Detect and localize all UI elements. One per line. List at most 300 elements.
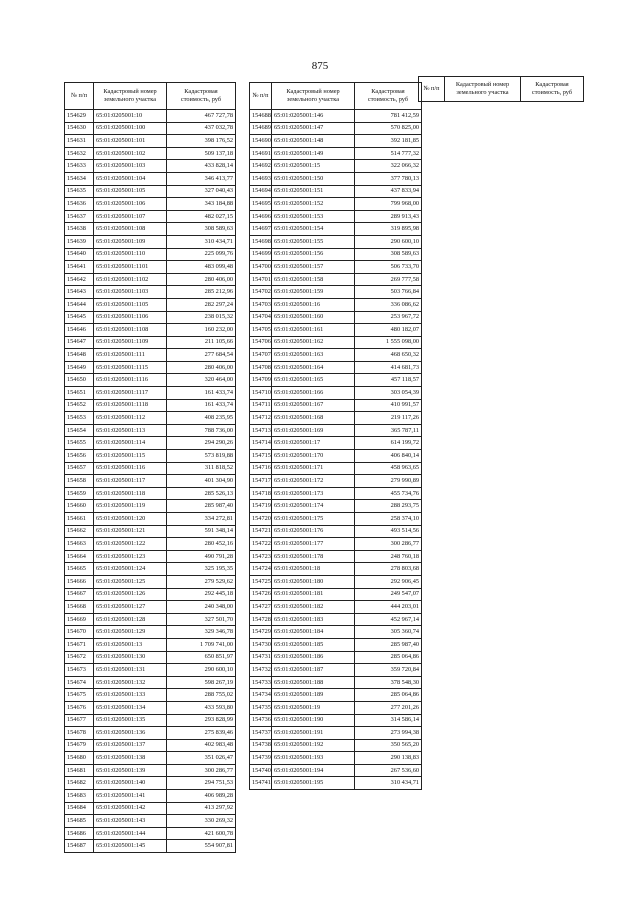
row-number: 154736 bbox=[250, 714, 272, 727]
table-row bbox=[250, 248, 422, 261]
cadastral-value: 327 501,70 bbox=[167, 613, 236, 626]
table-row bbox=[65, 714, 236, 727]
row-number: 154727 bbox=[250, 601, 272, 614]
cadastral-value: 285 212,96 bbox=[167, 286, 236, 299]
row-number: 154706 bbox=[250, 336, 272, 349]
cadastral-value: 406 840,14 bbox=[355, 450, 422, 463]
cadastral-number: 65:01:0205001:103 bbox=[94, 160, 167, 173]
row-number: 154732 bbox=[250, 664, 272, 677]
row-number: 154703 bbox=[250, 298, 272, 311]
cadastral-number: 65:01:0205001:163 bbox=[272, 349, 355, 362]
table-row bbox=[65, 324, 236, 337]
row-number: 154712 bbox=[250, 412, 272, 425]
table-row bbox=[250, 336, 422, 349]
row-number: 154692 bbox=[250, 160, 272, 173]
row-number: 154734 bbox=[250, 689, 272, 702]
cadastral-number: 65:01:0205001:109 bbox=[94, 235, 167, 248]
cadastral-value: 437 032,78 bbox=[167, 122, 236, 135]
cadastral-value: 350 565,20 bbox=[355, 739, 422, 752]
cadastral-value: 278 803,68 bbox=[355, 563, 422, 576]
table-row bbox=[250, 235, 422, 248]
row-number: 154719 bbox=[250, 500, 272, 513]
table-row bbox=[250, 387, 422, 400]
table-row bbox=[65, 374, 236, 387]
cadastral-number: 65:01:0205001:143 bbox=[94, 815, 167, 828]
cadastral-number: 65:01:0205001:106 bbox=[94, 198, 167, 211]
cadastral-number: 65:01:0205001:174 bbox=[272, 500, 355, 513]
cadastral-value: 288 293,75 bbox=[355, 500, 422, 513]
cadastral-value: 211 105,66 bbox=[167, 336, 236, 349]
table-row bbox=[250, 349, 422, 362]
cadastral-value: 327 040,43 bbox=[167, 185, 236, 198]
cadastral-number: 65:01:0205001:142 bbox=[94, 802, 167, 815]
row-number: 154735 bbox=[250, 701, 272, 714]
table-row bbox=[65, 487, 236, 500]
cadastral-number: 65:01:0205001:164 bbox=[272, 361, 355, 374]
table-row bbox=[65, 135, 236, 148]
cadastral-value: 225 099,76 bbox=[167, 248, 236, 261]
row-number: 154694 bbox=[250, 185, 272, 198]
cadastral-value: 378 548,30 bbox=[355, 676, 422, 689]
cadastral-value: 457 118,57 bbox=[355, 374, 422, 387]
cadastral-number: 65:01:0205001:138 bbox=[94, 752, 167, 765]
cadastral-value: 319 895,98 bbox=[355, 223, 422, 236]
cadastral-value: 279 529,62 bbox=[167, 575, 236, 588]
table-row bbox=[65, 500, 236, 513]
row-number: 154722 bbox=[250, 538, 272, 551]
cadastral-number: 65:01:0205001:100 bbox=[94, 122, 167, 135]
table-row bbox=[250, 676, 422, 689]
table-row bbox=[250, 286, 422, 299]
cadastral-value: 392 181,85 bbox=[355, 135, 422, 148]
row-number: 154636 bbox=[65, 198, 94, 211]
table-row bbox=[250, 538, 422, 551]
cadastral-value: 219 117,26 bbox=[355, 412, 422, 425]
cadastral-number: 65:01:0205001:112 bbox=[94, 412, 167, 425]
cadastral-number: 65:01:0205001:153 bbox=[272, 210, 355, 223]
table-row bbox=[65, 563, 236, 576]
cadastral-number: 65:01:0205001:118 bbox=[94, 487, 167, 500]
row-number: 154675 bbox=[65, 689, 94, 702]
table-row bbox=[65, 412, 236, 425]
row-number: 154647 bbox=[65, 336, 94, 349]
cadastral-number: 65:01:0205001:16 bbox=[272, 298, 355, 311]
header-cadastral-number: Кадастровый номер земельного участка bbox=[445, 77, 521, 102]
cadastral-value: 402 983,48 bbox=[167, 739, 236, 752]
cadastral-value: 799 968,00 bbox=[355, 198, 422, 211]
table-body bbox=[250, 110, 422, 790]
cadastral-value: 483 099,48 bbox=[167, 261, 236, 274]
row-number: 154688 bbox=[250, 110, 272, 123]
table-row bbox=[65, 235, 236, 248]
cadastral-value: 277 684,54 bbox=[167, 349, 236, 362]
cadastral-number: 65:01:0205001:149 bbox=[272, 147, 355, 160]
table-row bbox=[250, 626, 422, 639]
table-row bbox=[250, 198, 422, 211]
cadastral-number: 65:01:0205001:128 bbox=[94, 613, 167, 626]
row-number: 154737 bbox=[250, 727, 272, 740]
row-number: 154679 bbox=[65, 739, 94, 752]
table-header-row bbox=[65, 83, 236, 110]
row-number: 154673 bbox=[65, 664, 94, 677]
cadastral-value: 458 963,65 bbox=[355, 462, 422, 475]
table-row bbox=[65, 575, 236, 588]
cadastral-value: 310 434,71 bbox=[167, 235, 236, 248]
table-row bbox=[250, 437, 422, 450]
table-row bbox=[65, 387, 236, 400]
table-row bbox=[250, 563, 422, 576]
table-row bbox=[65, 777, 236, 790]
cadastral-number: 65:01:0205001:123 bbox=[94, 550, 167, 563]
cadastral-number: 65:01:0205001:121 bbox=[94, 525, 167, 538]
table-row bbox=[250, 513, 422, 526]
table-row bbox=[250, 261, 422, 274]
row-number: 154709 bbox=[250, 374, 272, 387]
table-row bbox=[250, 361, 422, 374]
cadastral-number: 65:01:0205001:168 bbox=[272, 412, 355, 425]
cadastral-number: 65:01:0205001:166 bbox=[272, 387, 355, 400]
cadastral-value: 320 464,00 bbox=[167, 374, 236, 387]
row-number: 154698 bbox=[250, 235, 272, 248]
cadastral-value: 325 195,35 bbox=[167, 563, 236, 576]
table-row bbox=[65, 286, 236, 299]
cadastral-number: 65:01:0205001:110 bbox=[94, 248, 167, 261]
cadastral-value: 573 819,88 bbox=[167, 450, 236, 463]
row-number: 154683 bbox=[65, 790, 94, 803]
cadastral-value: 280 452,16 bbox=[167, 538, 236, 551]
table-row bbox=[250, 764, 422, 777]
row-number: 154713 bbox=[250, 424, 272, 437]
table-row bbox=[65, 437, 236, 450]
row-number: 154707 bbox=[250, 349, 272, 362]
row-number: 154671 bbox=[65, 638, 94, 651]
row-number: 154668 bbox=[65, 601, 94, 614]
cadastral-number: 65:01:0205001:161 bbox=[272, 324, 355, 337]
table-row bbox=[250, 777, 422, 790]
table-row bbox=[250, 399, 422, 412]
table-row bbox=[250, 185, 422, 198]
table-row bbox=[65, 261, 236, 274]
cadastral-value: 285 987,40 bbox=[167, 500, 236, 513]
cadastral-number: 65:01:0205001:136 bbox=[94, 727, 167, 740]
row-number: 154726 bbox=[250, 588, 272, 601]
cadastral-number: 65:01:0205001:1117 bbox=[94, 387, 167, 400]
row-number: 154653 bbox=[65, 412, 94, 425]
row-number: 154702 bbox=[250, 286, 272, 299]
row-number: 154664 bbox=[65, 550, 94, 563]
table-row bbox=[250, 727, 422, 740]
row-number: 154662 bbox=[65, 525, 94, 538]
table-row bbox=[250, 638, 422, 651]
cadastral-value: 503 766,84 bbox=[355, 286, 422, 299]
cadastral-value: 288 755,02 bbox=[167, 689, 236, 702]
cadastral-number: 65:01:0205001:120 bbox=[94, 513, 167, 526]
cadastral-value: 311 818,52 bbox=[167, 462, 236, 475]
table-row bbox=[65, 311, 236, 324]
row-number: 154728 bbox=[250, 613, 272, 626]
row-number: 154689 bbox=[250, 122, 272, 135]
row-number: 154716 bbox=[250, 462, 272, 475]
table-row bbox=[65, 223, 236, 236]
cadastral-number: 65:01:0205001:130 bbox=[94, 651, 167, 664]
row-number: 154643 bbox=[65, 286, 94, 299]
cadastral-value: 279 990,89 bbox=[355, 475, 422, 488]
cadastral-number: 65:01:0205001:191 bbox=[272, 727, 355, 740]
row-number: 154669 bbox=[65, 613, 94, 626]
cadastral-number: 65:01:0205001:13 bbox=[94, 638, 167, 651]
cadastral-value: 329 346,78 bbox=[167, 626, 236, 639]
table-row bbox=[250, 601, 422, 614]
row-number: 154730 bbox=[250, 638, 272, 651]
cadastral-value: 781 412,59 bbox=[355, 110, 422, 123]
table-row bbox=[65, 802, 236, 815]
cadastral-value: 343 184,88 bbox=[167, 198, 236, 211]
table-row bbox=[65, 185, 236, 198]
table-row bbox=[65, 513, 236, 526]
cadastral-table-3 bbox=[418, 76, 584, 102]
cadastral-value: 570 825,00 bbox=[355, 122, 422, 135]
table-row bbox=[65, 273, 236, 286]
cadastral-number: 65:01:0205001:169 bbox=[272, 424, 355, 437]
row-number: 154670 bbox=[65, 626, 94, 639]
cadastral-value: 493 514,56 bbox=[355, 525, 422, 538]
cadastral-value: 468 650,32 bbox=[355, 349, 422, 362]
table-row bbox=[250, 475, 422, 488]
table-row bbox=[65, 248, 236, 261]
cadastral-value: 290 600,10 bbox=[355, 235, 422, 248]
cadastral-number: 65:01:0205001:101 bbox=[94, 135, 167, 148]
cadastral-number: 65:01:0205001:132 bbox=[94, 676, 167, 689]
cadastral-value: 330 269,32 bbox=[167, 815, 236, 828]
cadastral-value: 377 780,13 bbox=[355, 172, 422, 185]
cadastral-number: 65:01:0205001:176 bbox=[272, 525, 355, 538]
row-number: 154676 bbox=[65, 701, 94, 714]
table-row bbox=[65, 676, 236, 689]
row-number: 154738 bbox=[250, 739, 272, 752]
row-number: 154658 bbox=[65, 475, 94, 488]
cadastral-number: 65:01:0205001:1106 bbox=[94, 311, 167, 324]
cadastral-number: 65:01:0205001:177 bbox=[272, 538, 355, 551]
table-row bbox=[65, 664, 236, 677]
cadastral-value: 290 138,83 bbox=[355, 752, 422, 765]
table-row bbox=[250, 487, 422, 500]
row-number: 154649 bbox=[65, 361, 94, 374]
row-number: 154682 bbox=[65, 777, 94, 790]
cadastral-number: 65:01:0205001:167 bbox=[272, 399, 355, 412]
cadastral-value: 290 600,10 bbox=[167, 664, 236, 677]
cadastral-number: 65:01:0205001:172 bbox=[272, 475, 355, 488]
row-number: 154731 bbox=[250, 651, 272, 664]
cadastral-number: 65:01:0205001:146 bbox=[272, 110, 355, 123]
row-number: 154693 bbox=[250, 172, 272, 185]
cadastral-number: 65:01:0205001:157 bbox=[272, 261, 355, 274]
cadastral-number: 65:01:0205001:105 bbox=[94, 185, 167, 198]
cadastral-value: 280 406,00 bbox=[167, 361, 236, 374]
cadastral-value: 490 791,28 bbox=[167, 550, 236, 563]
table-row bbox=[250, 223, 422, 236]
table-row bbox=[250, 424, 422, 437]
table-row bbox=[65, 198, 236, 211]
cadastral-value: 401 304,90 bbox=[167, 475, 236, 488]
cadastral-value: 292 445,18 bbox=[167, 588, 236, 601]
row-number: 154718 bbox=[250, 487, 272, 500]
table-row bbox=[250, 160, 422, 173]
row-number: 154645 bbox=[65, 311, 94, 324]
cadastral-number: 65:01:0205001:160 bbox=[272, 311, 355, 324]
cadastral-number: 65:01:0205001:139 bbox=[94, 764, 167, 777]
table-row bbox=[250, 135, 422, 148]
cadastral-number: 65:01:0205001:116 bbox=[94, 462, 167, 475]
table-row bbox=[65, 550, 236, 563]
cadastral-number: 65:01:0205001:1115 bbox=[94, 361, 167, 374]
cadastral-value: 506 733,70 bbox=[355, 261, 422, 274]
table-row bbox=[65, 689, 236, 702]
cadastral-value: 514 777,32 bbox=[355, 147, 422, 160]
cadastral-value: 413 297,92 bbox=[167, 802, 236, 815]
row-number: 154634 bbox=[65, 172, 94, 185]
row-number: 154701 bbox=[250, 273, 272, 286]
table-row bbox=[65, 349, 236, 362]
cadastral-number: 65:01:0205001:190 bbox=[272, 714, 355, 727]
cadastral-value: 275 839,46 bbox=[167, 727, 236, 740]
cadastral-number: 65:01:0205001:195 bbox=[272, 777, 355, 790]
header-cadastral-value: Кадастровая стоимость, руб bbox=[521, 77, 584, 102]
row-number: 154646 bbox=[65, 324, 94, 337]
cadastral-value: 509 137,18 bbox=[167, 147, 236, 160]
row-number: 154672 bbox=[65, 651, 94, 664]
cadastral-number: 65:01:0205001:133 bbox=[94, 689, 167, 702]
cadastral-number: 65:01:0205001:193 bbox=[272, 752, 355, 765]
cadastral-number: 65:01:0205001:156 bbox=[272, 248, 355, 261]
cadastral-value: 248 760,18 bbox=[355, 550, 422, 563]
cadastral-value: 334 272,81 bbox=[167, 513, 236, 526]
table-row bbox=[65, 538, 236, 551]
cadastral-number: 65:01:0205001:1108 bbox=[94, 324, 167, 337]
cadastral-value: 1 709 741,00 bbox=[167, 638, 236, 651]
table-row bbox=[65, 727, 236, 740]
row-number: 154633 bbox=[65, 160, 94, 173]
cadastral-number: 65:01:0205001:111 bbox=[94, 349, 167, 362]
row-number: 154665 bbox=[65, 563, 94, 576]
table-row bbox=[65, 525, 236, 538]
table-row bbox=[250, 525, 422, 538]
row-number: 154635 bbox=[65, 185, 94, 198]
cadastral-number: 65:01:0205001:162 bbox=[272, 336, 355, 349]
table-row bbox=[65, 160, 236, 173]
cadastral-number: 65:01:0205001:1105 bbox=[94, 298, 167, 311]
table-row bbox=[65, 601, 236, 614]
table-row bbox=[250, 664, 422, 677]
cadastral-number: 65:01:0205001:189 bbox=[272, 689, 355, 702]
cadastral-number: 65:01:0205001:145 bbox=[94, 840, 167, 853]
table-row bbox=[250, 752, 422, 765]
table-row bbox=[65, 462, 236, 475]
cadastral-value: 406 989,28 bbox=[167, 790, 236, 803]
cadastral-number: 65:01:0205001:184 bbox=[272, 626, 355, 639]
cadastral-value: 308 589,63 bbox=[355, 248, 422, 261]
cadastral-value: 285 064,86 bbox=[355, 651, 422, 664]
cadastral-number: 65:01:0205001:187 bbox=[272, 664, 355, 677]
table-row bbox=[65, 588, 236, 601]
cadastral-value: 300 286,77 bbox=[355, 538, 422, 551]
row-number: 154686 bbox=[65, 827, 94, 840]
cadastral-value: 249 547,07 bbox=[355, 588, 422, 601]
cadastral-value: 1 555 098,00 bbox=[355, 336, 422, 349]
cadastral-value: 322 066,32 bbox=[355, 160, 422, 173]
row-number: 154711 bbox=[250, 399, 272, 412]
table-row bbox=[250, 374, 422, 387]
cadastral-value: 300 286,77 bbox=[167, 764, 236, 777]
cadastral-value: 336 086,62 bbox=[355, 298, 422, 311]
row-number: 154637 bbox=[65, 210, 94, 223]
cadastral-value: 289 913,43 bbox=[355, 210, 422, 223]
cadastral-value: 294 290,26 bbox=[167, 437, 236, 450]
cadastral-number: 65:01:0205001:154 bbox=[272, 223, 355, 236]
table-row bbox=[250, 500, 422, 513]
table-row bbox=[65, 626, 236, 639]
row-number: 154655 bbox=[65, 437, 94, 450]
table-row bbox=[250, 412, 422, 425]
cadastral-table-2 bbox=[249, 82, 422, 790]
table-row bbox=[65, 613, 236, 626]
cadastral-number: 65:01:0205001:113 bbox=[94, 424, 167, 437]
cadastral-value: 161 433,74 bbox=[167, 387, 236, 400]
cadastral-value: 267 536,60 bbox=[355, 764, 422, 777]
table-row bbox=[250, 651, 422, 664]
table-row bbox=[65, 450, 236, 463]
table-header-row bbox=[250, 83, 422, 110]
cadastral-number: 65:01:0205001:137 bbox=[94, 739, 167, 752]
cadastral-value: 398 176,52 bbox=[167, 135, 236, 148]
row-number: 154650 bbox=[65, 374, 94, 387]
cadastral-value: 410 991,57 bbox=[355, 399, 422, 412]
cadastral-number: 65:01:0205001:181 bbox=[272, 588, 355, 601]
table-row bbox=[250, 588, 422, 601]
table-row bbox=[65, 840, 236, 853]
table-row bbox=[65, 122, 236, 135]
cadastral-number: 65:01:0205001:18 bbox=[272, 563, 355, 576]
cadastral-number: 65:01:0205001:125 bbox=[94, 575, 167, 588]
table-row bbox=[250, 172, 422, 185]
row-number: 154691 bbox=[250, 147, 272, 160]
cadastral-number: 65:01:0205001:117 bbox=[94, 475, 167, 488]
cadastral-value: 408 235,95 bbox=[167, 412, 236, 425]
cadastral-table-1 bbox=[64, 82, 236, 853]
cadastral-value: 614 199,72 bbox=[355, 437, 422, 450]
row-number: 154652 bbox=[65, 399, 94, 412]
row-number: 154741 bbox=[250, 777, 272, 790]
row-number: 154629 bbox=[65, 110, 94, 123]
cadastral-value: 258 374,10 bbox=[355, 513, 422, 526]
cadastral-number: 65:01:0205001:126 bbox=[94, 588, 167, 601]
cadastral-number: 65:01:0205001:134 bbox=[94, 701, 167, 714]
cadastral-number: 65:01:0205001:10 bbox=[94, 110, 167, 123]
row-number: 154659 bbox=[65, 487, 94, 500]
cadastral-value: 433 828,14 bbox=[167, 160, 236, 173]
header-num: № п/п bbox=[65, 83, 94, 110]
cadastral-number: 65:01:0205001:104 bbox=[94, 172, 167, 185]
cadastral-value: 346 413,77 bbox=[167, 172, 236, 185]
table-row bbox=[250, 324, 422, 337]
header-num: № п/п bbox=[250, 83, 272, 110]
cadastral-number: 65:01:0205001:175 bbox=[272, 513, 355, 526]
cadastral-number: 65:01:0205001:102 bbox=[94, 147, 167, 160]
cadastral-value: 482 027,15 bbox=[167, 210, 236, 223]
cadastral-value: 277 201,26 bbox=[355, 701, 422, 714]
table-row bbox=[250, 689, 422, 702]
table-row bbox=[250, 210, 422, 223]
row-number: 154739 bbox=[250, 752, 272, 765]
